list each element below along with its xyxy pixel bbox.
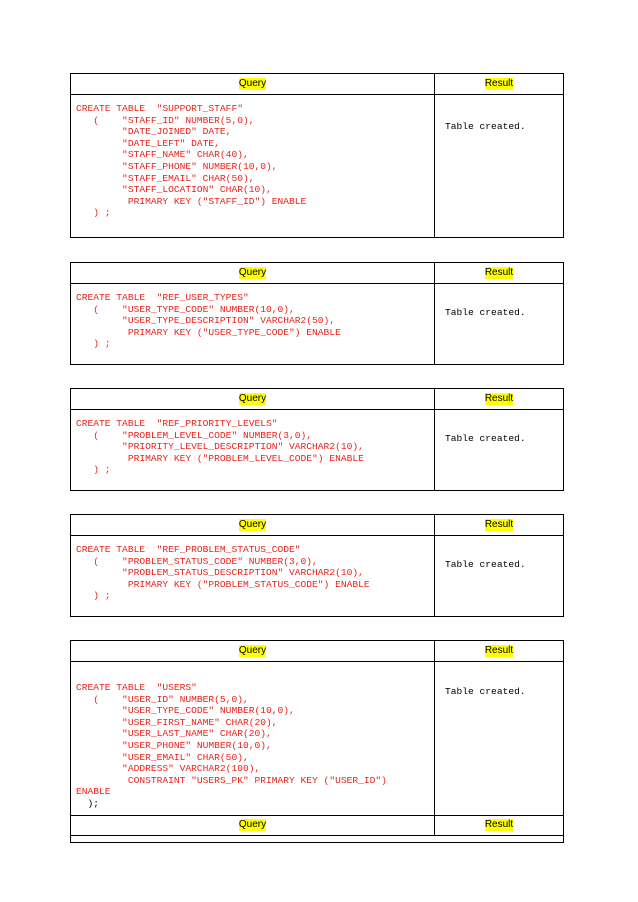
query-cell bbox=[71, 94, 435, 237]
code-line: "STAFF_LOCATION" CHAR(10), bbox=[76, 184, 272, 196]
code-line: CREATE TABLE "REF_PROBLEM_STATUS_CODE" bbox=[76, 544, 301, 555]
code-line: "STAFF_EMAIL" CHAR(50), bbox=[76, 172, 255, 184]
code-line: CREATE TABLE "USERS" bbox=[76, 682, 197, 693]
query-table-ref-user-types bbox=[70, 262, 564, 365]
code-line: PRIMARY KEY ("USER_TYPE_CODE") ENABLE bbox=[76, 326, 341, 338]
code-line: ) ; bbox=[76, 338, 111, 350]
result-header bbox=[435, 74, 563, 95]
code-line: "DATE_JOINED" DATE, bbox=[76, 126, 232, 138]
query-header bbox=[71, 641, 435, 662]
query-cell bbox=[71, 535, 435, 616]
query-table-continuation bbox=[70, 815, 564, 843]
result-text: Table created. bbox=[445, 559, 526, 570]
result-header bbox=[435, 515, 563, 536]
query-table-ref-priority-levels bbox=[70, 388, 564, 491]
result-text: Table created. bbox=[445, 686, 526, 697]
code-line: "USER_TYPE_CODE" NUMBER(10,0), bbox=[76, 705, 295, 717]
code-line: CREATE TABLE "REF_USER_TYPES" bbox=[76, 292, 249, 303]
query-cell bbox=[71, 283, 435, 364]
code-line: PRIMARY KEY ("STAFF_ID") ENABLE bbox=[76, 195, 307, 207]
code-line: "USER_LAST_NAME" CHAR(20), bbox=[76, 728, 272, 740]
query-header-label: Query bbox=[238, 519, 267, 530]
sql-code bbox=[76, 103, 306, 219]
code-line: "STAFF_PHONE" NUMBER(10,0), bbox=[76, 160, 278, 172]
result-cell bbox=[435, 283, 563, 364]
query-cell bbox=[71, 661, 435, 815]
result-cell bbox=[435, 661, 563, 815]
code-line: ) ; bbox=[76, 207, 111, 219]
result-cell bbox=[435, 535, 563, 616]
code-line: "ADDRESS" VARCHAR2(100), bbox=[76, 763, 261, 775]
code-line: CONSTRAINT "USERS_PK" PRIMARY KEY ("USER_ID") bbox=[76, 774, 387, 786]
code-line: CREATE TABLE "SUPPORT_STAFF" bbox=[76, 103, 243, 114]
query-table-ref-problem-status-code bbox=[70, 514, 564, 617]
query-header-label: Query bbox=[238, 78, 267, 89]
sql-code bbox=[76, 292, 341, 350]
code-line: "STAFF_NAME" CHAR(40), bbox=[76, 149, 249, 161]
result-header-label: Result bbox=[484, 519, 514, 530]
query-header bbox=[71, 515, 435, 536]
result-cell bbox=[435, 94, 563, 237]
query-header-label: Query bbox=[238, 267, 267, 278]
code-line: "DATE_LEFT" DATE, bbox=[76, 137, 220, 149]
query-header bbox=[71, 815, 435, 836]
code-line: ( "STAFF_ID" NUMBER(5,0), bbox=[76, 114, 255, 126]
result-header bbox=[435, 389, 563, 410]
query-header bbox=[71, 263, 435, 284]
result-header-label: Result bbox=[484, 267, 514, 278]
result-cell bbox=[435, 409, 563, 490]
code-line: ( "USER_TYPE_CODE" NUMBER(10,0), bbox=[76, 303, 295, 315]
result-header bbox=[435, 641, 563, 662]
result-header-label: Result bbox=[484, 393, 514, 404]
result-header bbox=[435, 815, 563, 836]
code-line: CREATE TABLE "REF_PRIORITY_LEVELS" bbox=[76, 418, 278, 429]
code-line: ENABLE bbox=[76, 786, 111, 798]
code-line: "PRIORITY_LEVEL_DESCRIPTION" VARCHAR2(10), bbox=[76, 441, 364, 453]
result-header-label: Result bbox=[484, 78, 514, 89]
result-text: Table created. bbox=[445, 307, 526, 318]
code-line: ); bbox=[76, 797, 100, 809]
code-line: ) ; bbox=[76, 590, 111, 602]
result-header-label: Result bbox=[484, 645, 514, 656]
query-header bbox=[71, 389, 435, 410]
sql-code bbox=[76, 682, 387, 810]
query-table-users bbox=[70, 640, 564, 816]
code-line: "USER_FIRST_NAME" CHAR(20), bbox=[76, 716, 278, 728]
code-line: ( "USER_ID" NUMBER(5,0), bbox=[76, 693, 249, 705]
query-header bbox=[71, 74, 435, 95]
result-text: Table created. bbox=[445, 433, 526, 444]
sql-code bbox=[76, 418, 364, 476]
code-line: "USER_EMAIL" CHAR(50), bbox=[76, 751, 249, 763]
result-text: Table created. bbox=[445, 121, 526, 132]
query-header-label: Query bbox=[238, 393, 267, 404]
code-line: ( "PROBLEM_LEVEL_CODE" NUMBER(3,0), bbox=[76, 429, 313, 441]
code-line: PRIMARY KEY ("PROBLEM_LEVEL_CODE") ENABLE bbox=[76, 452, 364, 464]
code-line: "USER_PHONE" NUMBER(10,0), bbox=[76, 739, 272, 751]
code-line: ) ; bbox=[76, 464, 111, 476]
query-header-label: Query bbox=[238, 819, 267, 830]
query-cell bbox=[71, 409, 435, 490]
query-table-support-staff bbox=[70, 73, 564, 238]
code-line: ( "PROBLEM_STATUS_CODE" NUMBER(3,0), bbox=[76, 555, 318, 567]
code-line: "PROBLEM_STATUS_DESCRIPTION" VARCHAR2(10), bbox=[76, 567, 364, 579]
query-header-label: Query bbox=[238, 645, 267, 656]
code-line: "USER_TYPE_DESCRIPTION" VARCHAR2(50), bbox=[76, 315, 336, 327]
result-header bbox=[435, 263, 563, 284]
sql-code bbox=[76, 544, 370, 602]
result-header-label: Result bbox=[484, 819, 514, 830]
code-line: PRIMARY KEY ("PROBLEM_STATUS_CODE") ENABLE bbox=[76, 578, 370, 590]
